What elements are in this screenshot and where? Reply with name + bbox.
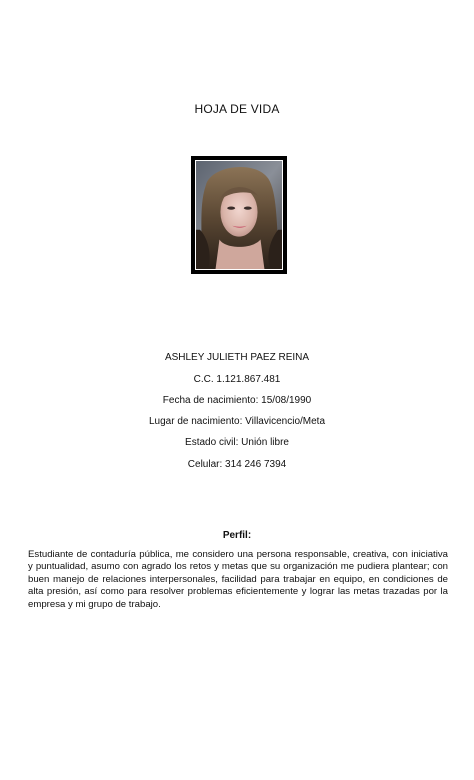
civil-status: Estado civil: Unión libre bbox=[185, 437, 289, 448]
birth-place: Lugar de nacimiento: Villavicencio/Meta bbox=[148, 416, 326, 427]
portrait-image bbox=[196, 161, 282, 269]
portrait-photo bbox=[195, 160, 283, 270]
phone-number: Celular: 314 246 7394 bbox=[187, 459, 287, 470]
photo-frame bbox=[191, 156, 287, 274]
profile-heading: Perfil: bbox=[222, 530, 252, 541]
birth-date: Fecha de nacimiento: 15/08/1990 bbox=[162, 395, 312, 406]
full-name: ASHLEY JULIETH PAEZ REINA bbox=[164, 352, 310, 363]
profile-text: Estudiante de contaduría pública, me considero una persona responsable, creativa, con iniciativa y puntualidad, asumo con agrado los retos y metas que su organización me pudiera plantear; con buen manejo de relaciones interpersonales, facilidad para trabajar en equipo, en condiciones de alta presión, así como para resolver problemas eficientemente y lograr las metas trazadas por la empresa y mi grupo de trabajo. bbox=[28, 549, 448, 610]
document-title: HOJA DE VIDA bbox=[194, 102, 280, 116]
id-number: C.C. 1.121.867.481 bbox=[193, 374, 281, 385]
